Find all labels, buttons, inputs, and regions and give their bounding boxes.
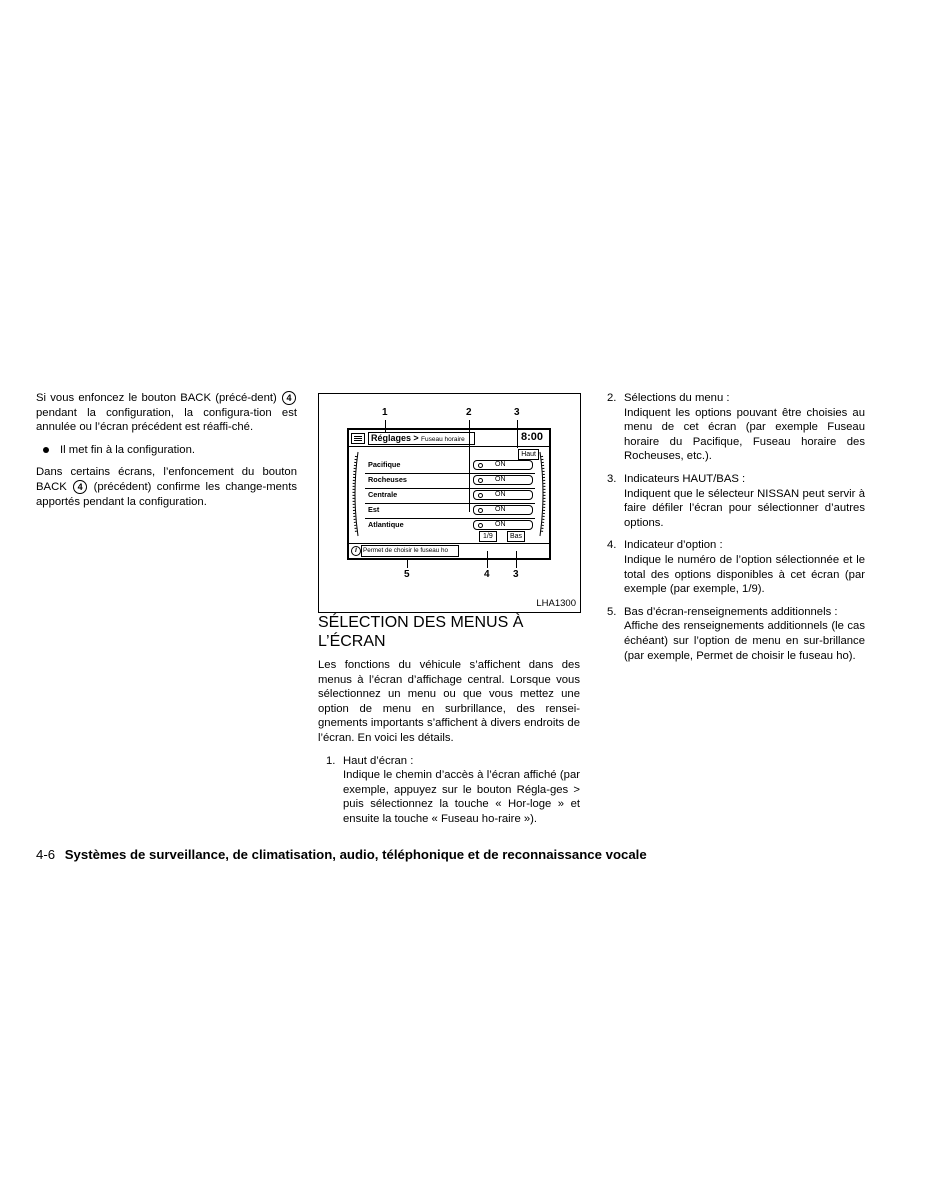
- info-text: Permet de choisir le fuseau ho: [361, 545, 459, 557]
- toggle-dot-icon: [478, 523, 483, 528]
- button-number-badge: 4: [282, 391, 296, 405]
- menu-icon: [351, 433, 365, 444]
- toggle-dot-icon: [478, 493, 483, 498]
- menu-row: [365, 459, 535, 474]
- toggle-button: [473, 475, 533, 485]
- callout-label: 3: [514, 407, 520, 418]
- right-column: [599, 391, 865, 671]
- list-item-title: Indicateurs HAUT/BAS :: [624, 472, 746, 485]
- menu-row-label: Pacifique: [368, 460, 401, 469]
- menu-row-label: Rocheuses: [368, 475, 407, 484]
- numbered-list: [599, 391, 865, 663]
- toggle-button: [473, 490, 533, 500]
- menu-row: [365, 474, 535, 489]
- callout-label: 4: [484, 569, 490, 580]
- scroll-arc-left-icon: [351, 450, 359, 538]
- paragraph-back-cancel: [36, 391, 297, 435]
- figure-code: LHA1300: [536, 598, 576, 609]
- breadcrumb-main: Réglages: [371, 433, 412, 443]
- list-item: [599, 538, 865, 596]
- callout-leader-line: [407, 558, 408, 568]
- toggle-value: ON: [495, 521, 506, 528]
- menu-row-label: Atlantique: [368, 520, 404, 529]
- toggle-value: ON: [495, 506, 506, 513]
- paragraph-text: (précédent) confirme les change-ments apportés pendant la configuration.: [36, 480, 297, 508]
- callout-label: 5: [404, 569, 410, 580]
- chapter-title: Systèmes de surveillance, de climatisation, audio, téléphonique et de reconnaissance vocale: [64, 847, 647, 862]
- up-indicator: Haut: [518, 449, 539, 460]
- list-item-body: Affiche des renseignements additionnels (le cas échéant) sur l’option de menu en sur-brillance (par exemple, Permet de choisir le fuseau ho).: [624, 620, 865, 662]
- display-screen: [347, 428, 551, 560]
- left-column: [36, 391, 297, 517]
- page-footer: [36, 847, 647, 862]
- middle-column: [318, 658, 580, 835]
- list-item: [599, 472, 865, 530]
- bullet-item: [36, 443, 297, 458]
- menu-row: [365, 504, 535, 519]
- section-title-line: L’ÉCRAN: [318, 632, 386, 650]
- screen-header: [351, 432, 547, 446]
- list-item: [599, 605, 865, 663]
- toggle-button: [473, 505, 533, 515]
- breadcrumb-separator: >: [413, 433, 419, 443]
- list-item-body: Indiquent les options pouvant être choisies au menu de cet écran (par exemple Fuseau horaire du Pacifique, Fuseau horaire des Rocheuses, etc.).: [624, 406, 865, 463]
- list-item-number: 3.: [607, 472, 617, 485]
- list-item-title: Haut d’écran :: [343, 754, 414, 767]
- list-item-number: 1.: [326, 754, 336, 767]
- list-item-title: Sélections du menu :: [624, 392, 730, 404]
- callout-label: 1: [382, 407, 388, 418]
- list-item-title: Bas d’écran-renseignements additionnels :: [624, 605, 838, 618]
- screen-diagram-figure: [318, 393, 581, 613]
- down-indicator: Bas: [507, 531, 525, 542]
- list-item-number: 4.: [607, 539, 617, 552]
- header-divider: [349, 446, 549, 447]
- toggle-button: [473, 520, 533, 530]
- list-item: [599, 391, 865, 464]
- list-item-body: Indique le numéro de l’option sélectionnée et le total des options disponibles à cet écran (par exemple (par exemple, 1/9).: [624, 553, 865, 596]
- list-item-body: Indique le chemin d’accès à l’écran affiché (par exemple, appuyez sur le bouton Régla-ges > puis sélectionnez la touche « Hor-loge » et ensuite la touche « Fuseau ho-raire »).: [343, 769, 580, 825]
- option-indicator: 1/9: [479, 531, 497, 542]
- menu-row-label: Centrale: [368, 490, 398, 499]
- toggle-button: [473, 460, 533, 470]
- scroll-arc-right-icon: [539, 450, 547, 538]
- toggle-value: ON: [495, 476, 506, 483]
- bullet-dot-icon: [43, 447, 49, 453]
- info-icon: i: [351, 546, 361, 556]
- bullet-text: Il met fin à la configuration.: [60, 443, 196, 456]
- section-title: [318, 614, 578, 651]
- menu-row-label: Est: [368, 505, 380, 514]
- menu-row: [365, 489, 535, 504]
- screen-breadcrumb: [368, 432, 475, 445]
- callout-leader-line: [487, 551, 488, 568]
- breadcrumb-sub: Fuseau horaire: [421, 436, 465, 443]
- paragraph-text: pendant la configuration, la configura-tion est annulée ou l’écran précédent est réaffi-ché.: [36, 406, 297, 434]
- list-item-body: Indiquent que le sélecteur NISSAN peut servir à faire défiler l’écran pour sélectionner d’autres options.: [624, 487, 865, 529]
- list-item-title: Indicateur d’option :: [624, 539, 723, 552]
- numbered-list: [318, 754, 580, 827]
- paragraph-back-confirm: [36, 465, 297, 509]
- section-intro: Les fonctions du véhicule s’affichent dans des menus à l’écran d’affichage central. Lorsque vous sélectionnez un menu ou que vous mettez une option de menu en surbrillance, des rensei-gnements importants s’affichent à divers endroits de l’écran. En voici les détails.: [318, 659, 580, 744]
- section-title-line: SÉLECTION DES MENUS À: [318, 614, 524, 631]
- toggle-dot-icon: [478, 478, 483, 483]
- list-item: [318, 754, 580, 827]
- toggle-value: ON: [495, 491, 506, 498]
- toggle-value: ON: [495, 461, 506, 468]
- callout-leader-line: [516, 551, 517, 568]
- paragraph-text: Dans certains écrans, l’enfoncement du bouton BACK: [36, 466, 297, 493]
- callout-label: 2: [466, 407, 472, 418]
- screen-footer: [349, 543, 549, 558]
- page-number: 4-6: [36, 847, 56, 862]
- toggle-dot-icon: [478, 463, 483, 468]
- callout-label: 3: [513, 569, 519, 580]
- list-item-number: 2.: [607, 392, 617, 404]
- paragraph-text: Si vous enfoncez le bouton BACK (précé-dent): [36, 392, 277, 404]
- toggle-dot-icon: [478, 508, 483, 513]
- list-item-number: 5.: [607, 605, 617, 618]
- screen-clock: 8:00: [520, 431, 543, 443]
- button-number-badge: 4: [73, 480, 87, 494]
